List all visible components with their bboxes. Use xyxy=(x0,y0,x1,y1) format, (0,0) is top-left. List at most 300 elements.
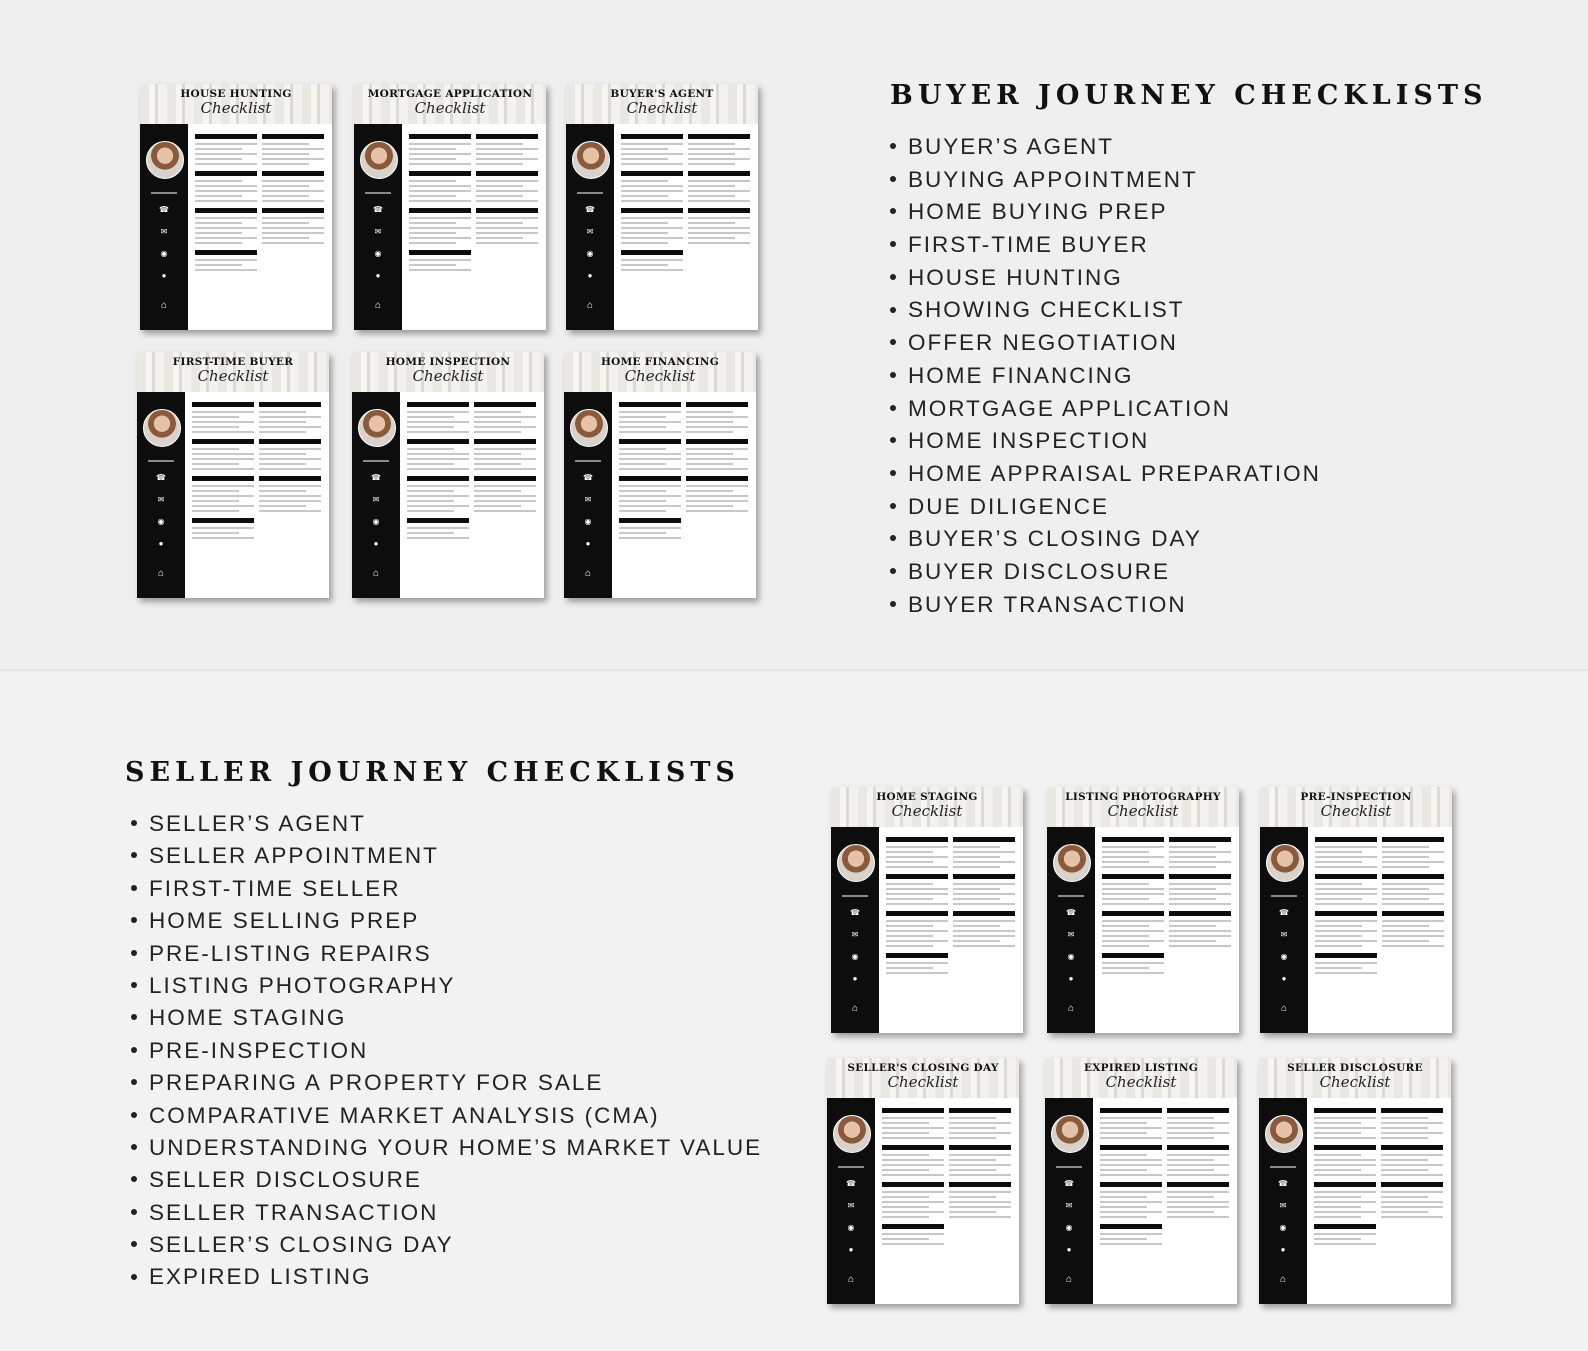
checklist-line xyxy=(1102,935,1149,937)
checklist-line xyxy=(949,1122,1011,1124)
globe-icon: ◉ xyxy=(584,517,592,526)
checklist-line xyxy=(262,143,309,145)
checklist-line xyxy=(407,411,469,413)
section-header-bar xyxy=(195,171,257,176)
bullet-icon xyxy=(890,601,896,607)
section-header-bar xyxy=(1169,911,1231,916)
checklist-line xyxy=(262,242,324,244)
list-item xyxy=(131,1197,762,1229)
checklist-line xyxy=(192,510,239,512)
phone-icon: ☎ xyxy=(1066,908,1076,917)
checklist-line xyxy=(1381,1122,1443,1124)
checklist-line xyxy=(262,158,324,160)
checklist-line xyxy=(474,431,521,433)
checklist-line xyxy=(407,426,454,428)
checklist-line xyxy=(1102,861,1149,863)
list-item xyxy=(890,294,1321,327)
checklist-line xyxy=(688,232,750,234)
agent-photo xyxy=(837,844,875,882)
checklist-line xyxy=(474,426,536,428)
checklist-line xyxy=(262,232,324,234)
section-header-bar xyxy=(953,874,1015,879)
checklist-line xyxy=(686,426,748,428)
checklist-line xyxy=(686,431,733,433)
checklist-line xyxy=(192,431,254,433)
checklist-line xyxy=(1102,903,1164,905)
checklist-line xyxy=(686,495,748,497)
checklist-line xyxy=(195,200,257,202)
bullet-icon xyxy=(131,1176,137,1182)
globe-icon: ◉ xyxy=(374,249,382,258)
section-header-bar xyxy=(259,402,321,407)
checklist-line xyxy=(1314,1117,1376,1119)
email-icon: ✉ xyxy=(586,227,594,236)
checklist-line xyxy=(259,421,306,423)
card-checklist-body xyxy=(619,396,748,592)
list-item-label: BUYER’S CLOSING DAY xyxy=(908,526,1202,552)
checklist-line xyxy=(882,1191,944,1193)
checklist-line xyxy=(688,195,735,197)
location-pin-icon: ● xyxy=(373,539,379,548)
list-item-label: SHOWING CHECKLIST xyxy=(908,297,1185,323)
phone-icon: ☎ xyxy=(1278,1179,1288,1188)
checklist-card-buyer-5 xyxy=(564,352,756,598)
card-title: HOME FINANCING xyxy=(600,356,720,368)
house-logo-icon: ⌂ xyxy=(160,300,168,311)
checklist-line xyxy=(1381,1164,1443,1166)
checklist-line xyxy=(407,463,454,465)
checklist-line xyxy=(949,1164,1011,1166)
checklist-line xyxy=(619,505,681,507)
bullet-icon xyxy=(890,405,896,411)
checklist-line xyxy=(1167,1196,1214,1198)
checklist-line xyxy=(886,935,933,937)
checklist-line xyxy=(476,227,538,229)
checklist-line xyxy=(953,925,1000,927)
section-header-bar xyxy=(195,208,257,213)
checklist-line xyxy=(686,500,748,502)
checklist-line xyxy=(195,222,242,224)
checklist-line xyxy=(619,537,681,539)
list-item-label: HOME STAGING xyxy=(149,1005,347,1031)
section-header-bar xyxy=(1102,874,1164,879)
checklist-line xyxy=(1381,1154,1443,1156)
checklist-line xyxy=(953,935,1015,937)
checklist-line xyxy=(621,242,668,244)
list-item-label: BUYER DISCLOSURE xyxy=(908,558,1171,584)
card-sidebar xyxy=(1260,827,1308,1033)
bullet-icon xyxy=(131,820,137,826)
checklist-line xyxy=(409,222,456,224)
checklist-line xyxy=(882,1216,929,1218)
checklist-line xyxy=(195,242,242,244)
checklist-line xyxy=(1315,856,1377,858)
list-item-label: FIRST-TIME SELLER xyxy=(149,875,401,901)
checklist-line xyxy=(407,537,469,539)
checklist-line xyxy=(1382,925,1429,927)
house-logo-icon: ⌂ xyxy=(1280,1003,1288,1014)
checklist-line xyxy=(476,232,538,234)
card-subtitle: Checklist xyxy=(1105,1073,1177,1091)
checklist-line xyxy=(621,269,683,271)
checklist-line xyxy=(1102,866,1164,868)
checklist-line xyxy=(1382,935,1444,937)
house-logo-icon: ⌂ xyxy=(586,300,594,311)
card-subtitle: Checklist xyxy=(1319,1073,1391,1091)
card-subtitle: Checklist xyxy=(197,367,269,385)
section-header-bar xyxy=(409,134,471,139)
checklist-line xyxy=(259,468,321,470)
checklist-line xyxy=(886,856,948,858)
checklist-line xyxy=(953,903,1015,905)
section-header-bar xyxy=(1102,837,1164,842)
bullet-icon xyxy=(890,470,896,476)
agent-name-signature xyxy=(842,895,868,897)
checklist-line xyxy=(1169,883,1231,885)
checklist-line xyxy=(1381,1169,1428,1171)
section-header-bar xyxy=(882,1224,944,1229)
bullet-icon xyxy=(131,1209,137,1215)
section-header-bar xyxy=(686,439,748,444)
checklist-line xyxy=(1382,866,1429,868)
checklist-line xyxy=(953,930,1015,932)
checklist-line xyxy=(407,453,469,455)
agent-name-signature xyxy=(838,1166,864,1168)
checklist-line xyxy=(1102,930,1164,932)
section-header-bar xyxy=(886,953,948,958)
bullet-icon xyxy=(131,1274,137,1280)
checklist-line xyxy=(262,237,309,239)
house-logo-icon: ⌂ xyxy=(1065,1274,1073,1285)
checklist-line xyxy=(474,458,536,460)
agent-name-signature xyxy=(151,192,177,194)
checklist-line xyxy=(1167,1132,1229,1134)
list-item xyxy=(131,1164,762,1196)
checklist-line xyxy=(688,153,735,155)
agent-photo xyxy=(570,409,608,447)
list-item-label: HOME INSPECTION xyxy=(908,428,1150,454)
checklist-line xyxy=(1169,866,1216,868)
checklist-line xyxy=(886,967,933,969)
checklist-line xyxy=(886,898,933,900)
list-item xyxy=(890,589,1321,622)
checklist-line xyxy=(409,190,471,192)
agent-photo xyxy=(358,409,396,447)
checklist-line xyxy=(259,463,306,465)
section-header-bar xyxy=(619,476,681,481)
section-header-bar xyxy=(195,250,257,255)
checklist-line xyxy=(1381,1191,1443,1193)
checklist-line xyxy=(1382,883,1444,885)
section-header-bar xyxy=(621,250,683,255)
location-pin-icon: ● xyxy=(1068,974,1074,983)
checklist-line xyxy=(409,237,471,239)
checklist-line xyxy=(407,458,469,460)
checklist-line xyxy=(259,416,321,418)
checklist-line xyxy=(688,163,735,165)
agent-name-signature xyxy=(1270,1166,1296,1168)
bullet-icon xyxy=(890,241,896,247)
checklist-line xyxy=(619,426,666,428)
checklist-line xyxy=(621,259,683,261)
checklist-line xyxy=(1315,893,1377,895)
card-checklist-body xyxy=(409,128,538,324)
checklist-line xyxy=(262,200,324,202)
checklist-line xyxy=(407,527,469,529)
list-item xyxy=(890,164,1321,197)
checklist-line xyxy=(886,920,948,922)
agent-photo xyxy=(146,141,184,179)
section-header-bar xyxy=(953,911,1015,916)
agent-photo xyxy=(572,141,610,179)
checklist-line xyxy=(1167,1191,1229,1193)
checklist-line xyxy=(474,510,536,512)
checklist-line xyxy=(1167,1201,1229,1203)
checklist-line xyxy=(476,148,538,150)
checklist-line xyxy=(619,448,666,450)
checklist-line xyxy=(953,856,1000,858)
checklist-line xyxy=(882,1137,944,1139)
checklist-line xyxy=(1381,1127,1428,1129)
checklist-line xyxy=(619,411,681,413)
checklist-line xyxy=(621,153,683,155)
section-header-bar xyxy=(1382,874,1444,879)
checklist-line xyxy=(686,490,733,492)
checklist-line xyxy=(688,217,750,219)
section-header-bar xyxy=(1314,1108,1376,1113)
checklist-line xyxy=(1381,1216,1443,1218)
checklist-line xyxy=(619,485,681,487)
checklist-line xyxy=(686,510,748,512)
phone-icon: ☎ xyxy=(156,473,166,482)
section-header-bar xyxy=(686,476,748,481)
checklist-line xyxy=(1167,1216,1229,1218)
checklist-line xyxy=(407,505,469,507)
checklist-line xyxy=(195,227,257,229)
house-logo-icon: ⌂ xyxy=(847,1274,855,1285)
agent-photo xyxy=(360,141,398,179)
checklist-line xyxy=(1167,1137,1214,1139)
checklist-line xyxy=(1315,851,1362,853)
agent-name-signature xyxy=(148,460,174,462)
checklist-line xyxy=(1169,945,1231,947)
checklist-line xyxy=(259,448,321,450)
checklist-line xyxy=(1315,920,1377,922)
checklist-line xyxy=(192,495,254,497)
checklist-line xyxy=(953,883,1015,885)
checklist-line xyxy=(1382,945,1444,947)
checklist-line xyxy=(953,940,1000,942)
phone-icon: ☎ xyxy=(846,1179,856,1188)
section-header-bar xyxy=(262,134,324,139)
checklist-card-buyer-3 xyxy=(137,352,329,598)
house-logo-icon: ⌂ xyxy=(374,300,382,311)
checklist-line xyxy=(407,510,454,512)
list-item xyxy=(131,1261,762,1293)
section-header-bar xyxy=(192,518,254,523)
bullet-icon xyxy=(890,176,896,182)
house-logo-icon: ⌂ xyxy=(1279,1274,1287,1285)
checklist-line xyxy=(1315,930,1377,932)
card-title: HOUSE HUNTING xyxy=(180,88,292,100)
checklist-line xyxy=(1102,925,1149,927)
list-item-label: EXPIRED LISTING xyxy=(149,1264,372,1290)
checklist-line xyxy=(619,416,666,418)
card-sidebar xyxy=(352,392,400,598)
checklist-line xyxy=(882,1201,944,1203)
checklist-line xyxy=(1314,1211,1376,1213)
phone-icon: ☎ xyxy=(371,473,381,482)
section-header-bar xyxy=(259,476,321,481)
section-header-bar xyxy=(409,171,471,176)
bullet-icon xyxy=(131,1112,137,1118)
list-item-label: HOME FINANCING xyxy=(908,362,1134,388)
list-item-label: OFFER NEGOTIATION xyxy=(908,330,1178,356)
checklist-line xyxy=(1169,861,1231,863)
card-checklist-body xyxy=(195,128,324,324)
list-item xyxy=(131,970,762,1002)
checklist-line xyxy=(262,190,324,192)
checklist-line xyxy=(262,217,324,219)
checklist-line xyxy=(262,153,309,155)
checklist-line xyxy=(1382,893,1444,895)
checklist-line xyxy=(192,468,254,470)
checklist-line xyxy=(949,1201,1011,1203)
checklist-line xyxy=(882,1233,944,1235)
checklist-line xyxy=(476,185,523,187)
checklist-line xyxy=(886,940,948,942)
checklist-card-buyer-1 xyxy=(354,84,546,330)
checklist-line xyxy=(1314,1196,1361,1198)
section-header-bar xyxy=(1167,1108,1229,1113)
agent-photo xyxy=(1053,844,1091,882)
card-subtitle: Checklist xyxy=(891,802,963,820)
card-subtitle: Checklist xyxy=(626,99,698,117)
checklist-line xyxy=(953,846,1000,848)
checklist-line xyxy=(1100,1174,1162,1176)
checklist-line xyxy=(1102,846,1164,848)
checklist-line xyxy=(688,237,735,239)
email-icon: ✉ xyxy=(1280,930,1288,939)
card-checklist-body xyxy=(1315,831,1444,1027)
checklist-line xyxy=(1167,1174,1229,1176)
checklist-line xyxy=(1315,846,1377,848)
checklist-line xyxy=(195,269,257,271)
agent-photo xyxy=(1051,1115,1089,1153)
checklist-line xyxy=(409,259,471,261)
checklist-line xyxy=(619,527,681,529)
email-icon: ✉ xyxy=(1067,930,1075,939)
checklist-line xyxy=(1169,888,1216,890)
checklist-line xyxy=(407,500,454,502)
section-header-bar xyxy=(621,171,683,176)
globe-icon: ◉ xyxy=(1280,952,1288,961)
checklist-line xyxy=(949,1196,996,1198)
list-item xyxy=(131,840,762,872)
checklist-line xyxy=(409,153,471,155)
checklist-line xyxy=(195,237,257,239)
email-icon: ✉ xyxy=(851,930,859,939)
checklist-line xyxy=(409,242,456,244)
section-header-bar xyxy=(1315,953,1377,958)
checklist-line xyxy=(476,163,523,165)
checklist-line xyxy=(619,431,681,433)
checklist-line xyxy=(621,185,683,187)
checklist-line xyxy=(686,485,748,487)
location-pin-icon: ● xyxy=(848,1245,854,1254)
bullet-icon xyxy=(131,1079,137,1085)
checklist-line xyxy=(688,143,735,145)
agent-name-signature xyxy=(577,192,603,194)
checklist-line xyxy=(619,500,666,502)
checklist-line xyxy=(1167,1211,1214,1213)
checklist-line xyxy=(192,532,239,534)
checklist-line xyxy=(1381,1211,1428,1213)
list-item-label: LISTING PHOTOGRAPHY xyxy=(149,972,456,998)
checklist-line xyxy=(619,421,681,423)
checklist-line xyxy=(409,217,471,219)
checklist-line xyxy=(195,163,257,165)
section-header-bar xyxy=(259,439,321,444)
checklist-line xyxy=(409,232,456,234)
bullet-icon xyxy=(890,307,896,313)
card-checklist-body xyxy=(886,831,1015,1027)
section-header-bar xyxy=(476,134,538,139)
checklist-line xyxy=(1102,920,1164,922)
checklist-line xyxy=(1169,935,1231,937)
list-item xyxy=(890,360,1321,393)
bullet-icon xyxy=(890,339,896,345)
section-header-bar xyxy=(688,171,750,176)
checklist-card-seller-1 xyxy=(1047,787,1239,1033)
checklist-line xyxy=(1381,1174,1443,1176)
checklist-line xyxy=(1167,1169,1214,1171)
checklist-line xyxy=(262,180,324,182)
email-icon: ✉ xyxy=(1279,1201,1287,1210)
card-title: EXPIRED LISTING xyxy=(1083,1062,1199,1074)
section-header-bar xyxy=(1382,837,1444,842)
section-header-bar xyxy=(476,208,538,213)
checklist-line xyxy=(1314,1238,1361,1240)
checklist-line xyxy=(882,1211,944,1213)
section-header-bar xyxy=(1315,874,1377,879)
checklist-line xyxy=(1169,925,1216,927)
globe-icon: ◉ xyxy=(157,517,165,526)
checklist-line xyxy=(1100,1117,1162,1119)
checklist-line xyxy=(474,463,521,465)
checklist-line xyxy=(192,537,254,539)
checklist-line xyxy=(686,505,733,507)
list-item-label: MORTGAGE APPLICATION xyxy=(908,395,1231,421)
checklist-line xyxy=(688,158,750,160)
location-pin-icon: ● xyxy=(1281,974,1287,983)
bullet-icon xyxy=(131,950,137,956)
checklist-line xyxy=(192,416,239,418)
checklist-line xyxy=(192,426,239,428)
checklist-line xyxy=(949,1216,1011,1218)
list-item xyxy=(890,262,1321,295)
checklist-line xyxy=(882,1127,944,1129)
checklist-line xyxy=(407,431,469,433)
section-header-bar xyxy=(688,134,750,139)
checklist-line xyxy=(476,143,523,145)
checklist-line xyxy=(619,490,666,492)
checklist-line xyxy=(1169,903,1231,905)
checklist-line xyxy=(192,527,254,529)
checklist-line xyxy=(1314,1206,1361,1208)
bullet-icon xyxy=(131,1241,137,1247)
list-item xyxy=(890,523,1321,556)
